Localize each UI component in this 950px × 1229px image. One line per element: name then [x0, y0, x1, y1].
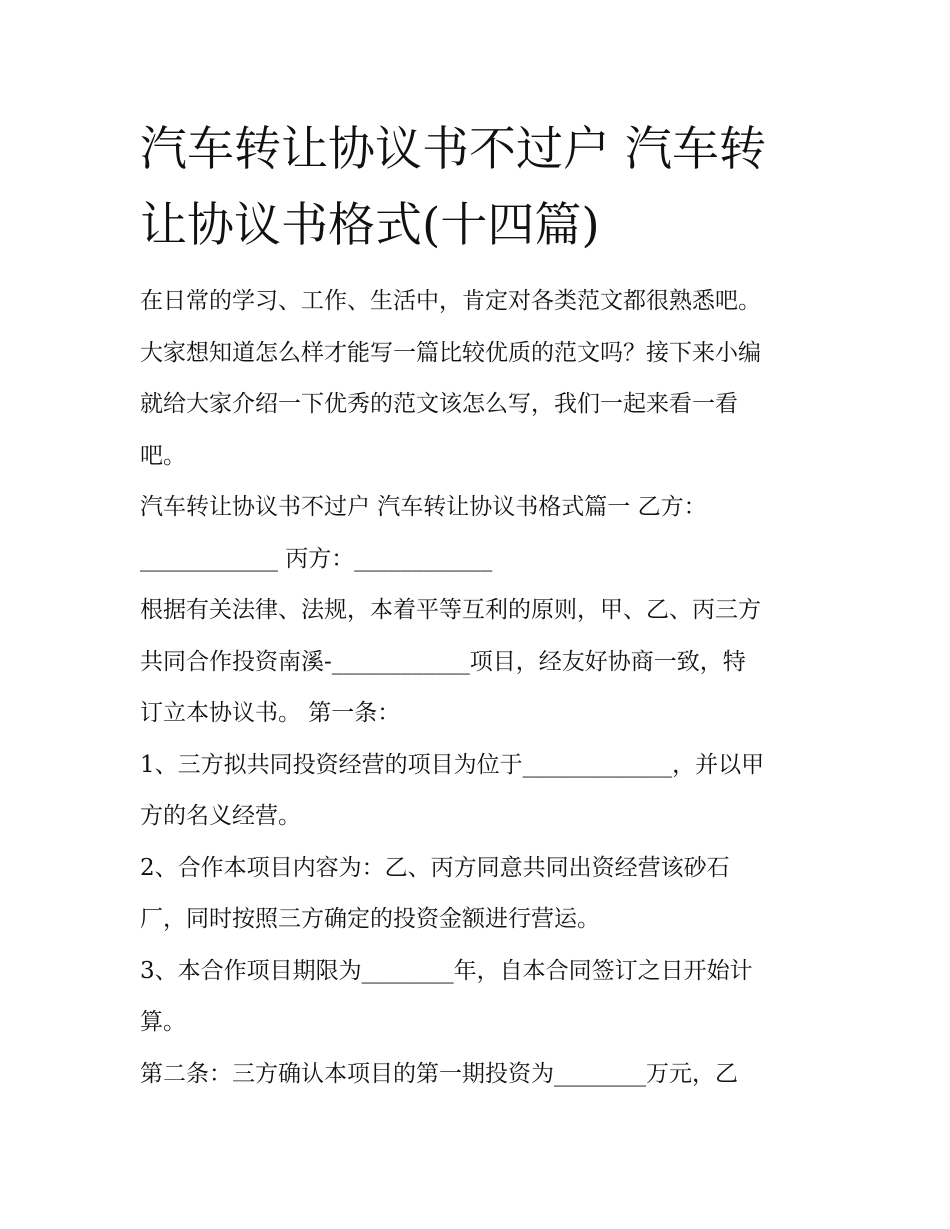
- body-line: 订立本协议书。 第一条：: [140, 700, 401, 726]
- body-line: 吧。: [140, 442, 186, 469]
- body-line: 根据有关法律、法规，本着平等互利的原则，甲、乙、丙三方: [140, 597, 761, 623]
- clause-line: 第二条：三方确认本项目的第一期投资为________万元，乙: [140, 1060, 738, 1087]
- clause-line: 2、合作本项目内容为：乙、丙方同意共同出资经营该砂石: [140, 854, 730, 881]
- body-line: 大家想知道怎么样才能写一篇比较优质的范文吗？接下来小编: [140, 339, 761, 366]
- clause-line: 方的名义经营。: [140, 803, 301, 829]
- document-body: [140, 276, 830, 1100]
- title-line-1: 汽车转让协议书不过户 汽车转: [140, 122, 766, 177]
- section-heading-line: 汽车转让协议书不过户 汽车转让协议书格式篇一 乙方：: [140, 494, 707, 520]
- clause-line: 1、三方拟共同投资经营的项目为位于_____________，并以甲: [140, 751, 765, 778]
- party-blanks-line: ____________ 丙方：____________: [140, 545, 493, 572]
- clause-line: 3、本合作项目期限为________年，自本合同签订之日开始计: [140, 957, 753, 984]
- body-line: 共同合作投资南溪-____________项目，经友好协商一致，特: [140, 648, 746, 675]
- body-line: 在日常的学习、工作、生活中，肯定对各类范文都很熟悉吧。: [140, 288, 761, 314]
- title-line-2: 让协议书格式(十四篇): [140, 198, 600, 253]
- clause-line: 算。: [140, 1009, 186, 1035]
- document-title: [140, 112, 820, 264]
- clause-line: 厂，同时按照三方确定的投资金额进行营运。: [140, 906, 600, 932]
- body-line: 就给大家介绍一下优秀的范文该怎么写，我们一起来看一看: [140, 391, 738, 417]
